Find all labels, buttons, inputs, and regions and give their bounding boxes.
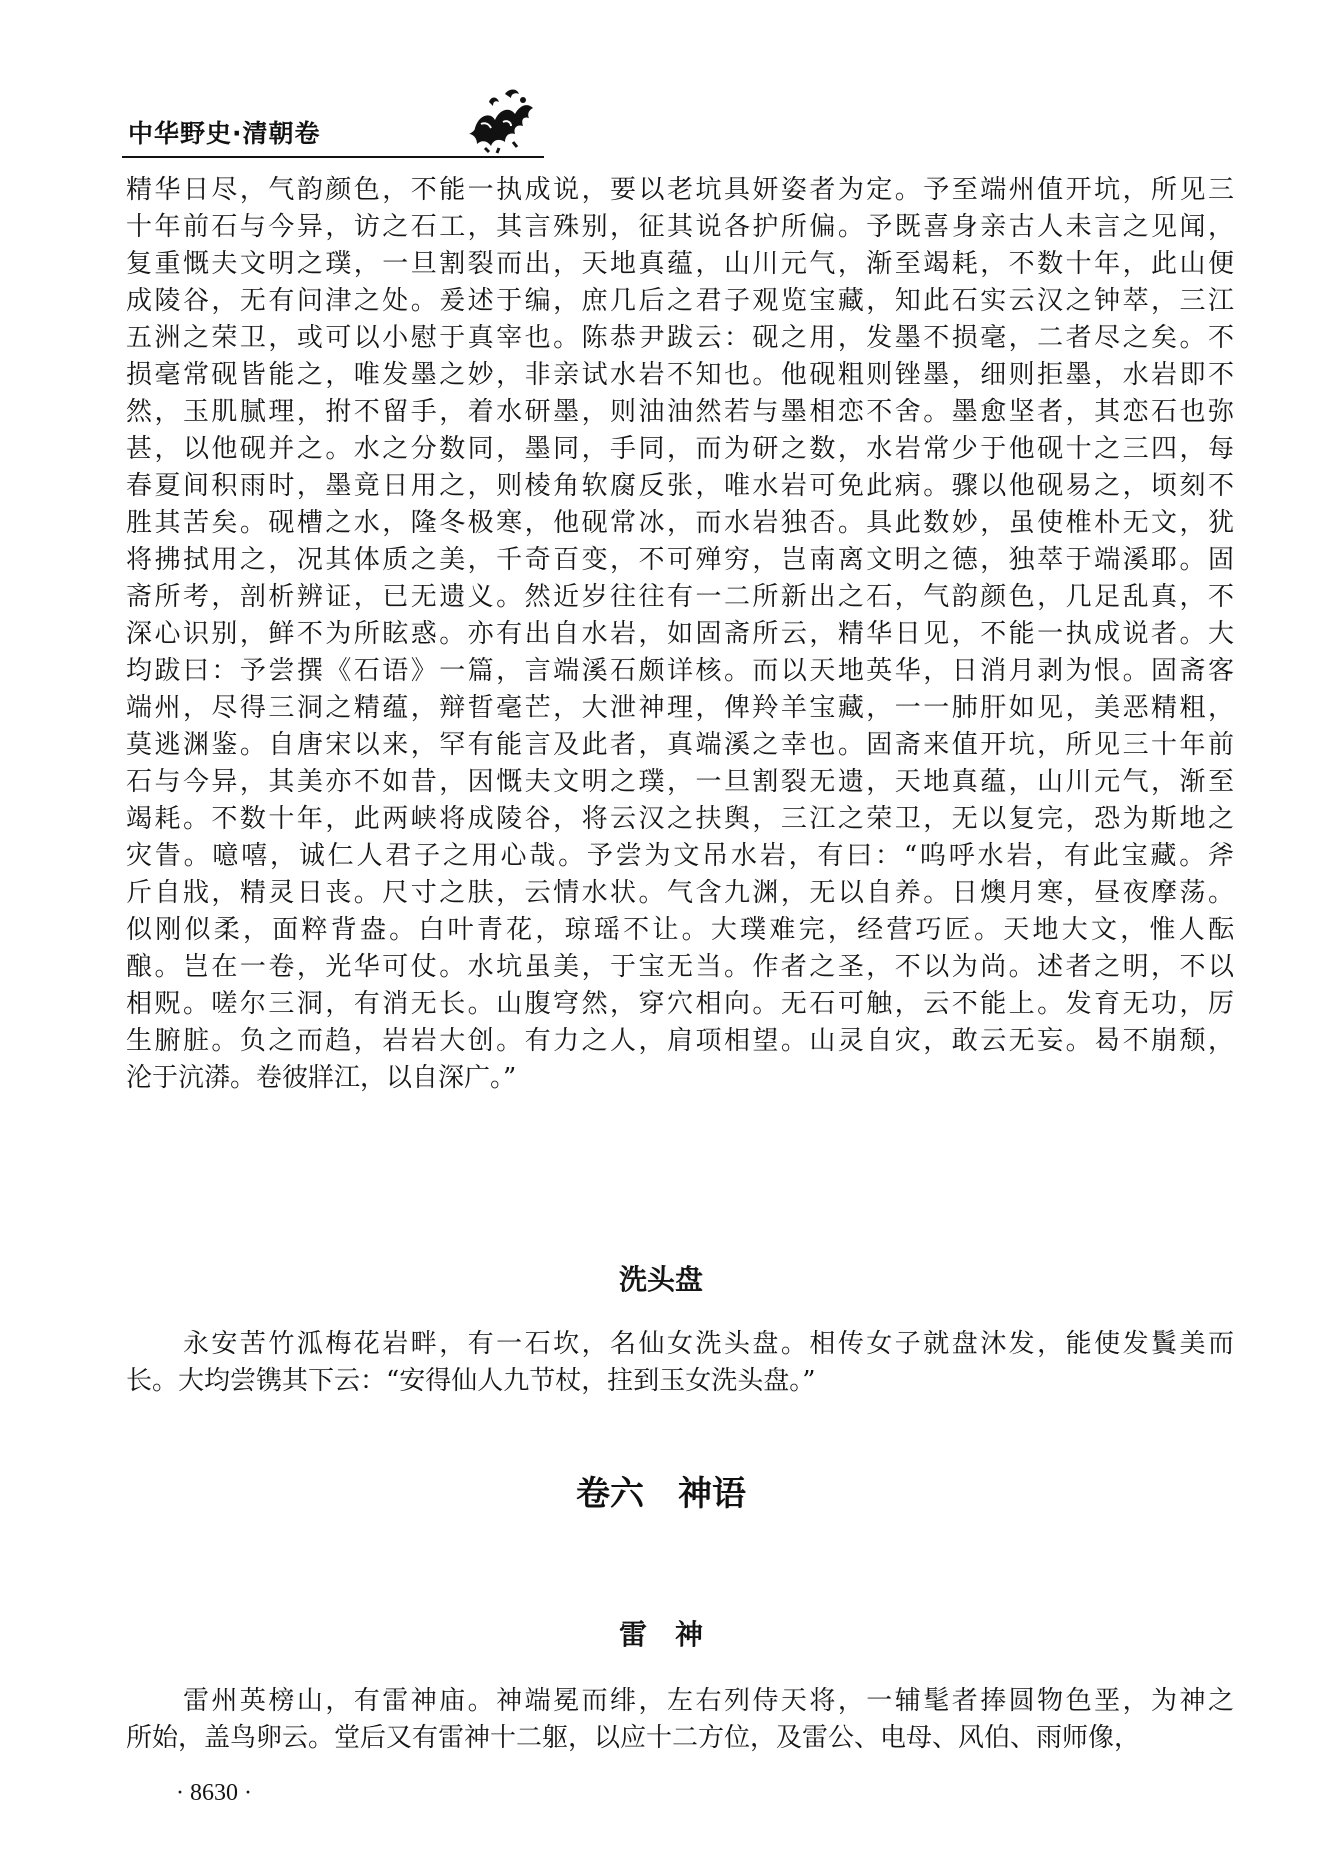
text-line: 生腑脏。负之而趋，岩岩大创。有力之人，肩项相望。山灵自灾，敢云无妄。曷不崩颓，	[126, 1026, 1234, 1056]
text-line: 所始，盖鸟卵云。堂后又有雷神十二躯，以应十二方位，及雷公、电母、风伯、雨师像，	[126, 1723, 1141, 1753]
header-rule	[122, 156, 544, 158]
text-line: 灾眚。噫嘻，诚仁人君子之用心哉。予尝为文吊水岩，有曰：“呜呼水岩，有此宝藏。斧	[126, 841, 1234, 871]
text-line: 甚，以他砚并之。水之分数同，墨同，手同，而为研之数，水岩常少于他砚十之三四，每	[126, 434, 1234, 464]
text-line: 莫逃渊鉴。自唐宋以来，罕有能言及此者，真端溪之幸也。固斋来值开坑，所见三十年前	[126, 730, 1234, 760]
text-line: 雷州英榜山，有雷神庙。神端冕而绯，左右列侍天将，一辅髦者捧圆物色垩，为神之	[126, 1686, 1234, 1716]
text-line: 石与今异，其美亦不如昔，因慨夫文明之璞，一旦割裂无遗，天地真蕴，山川元气，渐至	[126, 767, 1234, 797]
text-line: 将拂拭用之，况其体质之美，千奇百变，不可殚穷，岂南离文明之德，独萃于端溪耶。固	[126, 545, 1234, 575]
text-line: 长。大均尝镌其下云：“安得仙人九节杖，拄到玉女洗头盘。”	[126, 1366, 816, 1396]
text-line: 沦于沆漭。卷彼牂江，以自深广。”	[126, 1063, 517, 1093]
book-title: 中华野史·清朝卷	[128, 119, 321, 148]
text-line: 损毫常砚皆能之，唯发墨之妙，非亲试水岩不知也。他砚粗则锉墨，细则拒墨，水岩即不	[126, 360, 1234, 390]
text-line: 成陵谷，无有问津之处。爰述于编，庶几后之君子观览宝藏，知此石实云汉之钟萃，三江	[126, 286, 1234, 316]
text-line: 深心识别，鲜不为所眩惑。亦有出自水岩，如固斋所云，精华日见，不能一执成说者。大	[126, 619, 1234, 649]
running-header	[122, 100, 542, 158]
text-line: 竭耗。不数十年，此两峡将成陵谷，将云汉之扶舆，三江之荣卫，无以复完，恐为斯地之	[126, 804, 1234, 834]
text-line: 春夏间积雨时，墨竟日用之，则棱角软腐反张，唯水岩可免此病。骤以他砚易之，顷刻不	[126, 471, 1234, 501]
continued-paragraph	[126, 172, 1234, 1097]
section-title-xitoupan: 洗头盘	[618, 1263, 703, 1296]
text-line: 复重慨夫文明之璞，一旦割裂而出，天地真蕴，山川元气，渐至竭耗，不数十年，此山便	[126, 249, 1234, 279]
text-line: 胜其苦矣。砚槽之水，隆冬极寒，他砚常冰，而水岩独否。具此数妙，虽使椎朴无文，犹	[126, 508, 1234, 538]
text-line: 十年前石与今异，访之石工，其言殊别，征其说各护所偏。予既喜身亲古人未言之见闻，	[126, 212, 1234, 242]
text-line: 相贶。嗟尔三洞，有消无长。山腹穹然，穿穴相向。无石可触，云不能上。发育无功，厉	[126, 989, 1234, 1019]
text-line: 然，玉肌腻理，拊不留手，着水研墨，则油油然若与墨相恋不舍。墨愈坚者，其恋石也弥	[126, 397, 1234, 427]
text-line: 斤自戕，精灵日丧。尺寸之肤，云情水状。气含九渊，无以自养。日燠月寒，昼夜摩荡。	[126, 878, 1234, 908]
section-title-leishen: 雷 神	[618, 1618, 703, 1651]
page-number: · 8630 ·	[176, 1780, 252, 1806]
text-line: 永安苦竹泒梅花岩畔，有一石坎，名仙女洗头盘。相传女子就盘沐发，能使发鬒美而	[126, 1329, 1234, 1359]
text-line: 精华日尽，气韵颜色，不能一执成说，要以老坑具妍姿者为定。予至端州值开坑，所见三	[126, 175, 1234, 205]
section-paragraph-xitoupan	[126, 1326, 1234, 1400]
text-line: 似刚似柔，面粹背盎。白叶青花，琼瑶不让。大璞难完，经营巧匠。天地大文，惟人酝	[126, 915, 1234, 945]
dragon-emblem-icon	[465, 84, 539, 154]
text-line: 五洲之荣卫，或可以小慰于真宰也。陈恭尹跋云：砚之用，发墨不损毫，二者尽之矣。不	[126, 323, 1234, 353]
text-line: 酿。岂在一卷，光华可仗。水坑虽美，于宝无当。作者之圣，不以为尚。述者之明，不以	[126, 952, 1234, 982]
section-paragraph-leishen	[126, 1683, 1234, 1757]
chapter-title: 卷六 神语	[576, 1474, 746, 1514]
text-line: 均跋曰：予尝撰《石语》一篇，言端溪石颇详核。而以天地英华，日消月剥为恨。固斋客	[126, 656, 1234, 686]
text-line: 端州，尽得三洞之精蕴，辩晢毫芒，大泄神理，俾羚羊宝藏，一一肺肝如见，美恶精粗，	[126, 693, 1234, 723]
text-line: 斋所考，剖析辨证，已无遗义。然近岁往往有一二所新出之石，气韵颜色，几足乱真，不	[126, 582, 1234, 612]
